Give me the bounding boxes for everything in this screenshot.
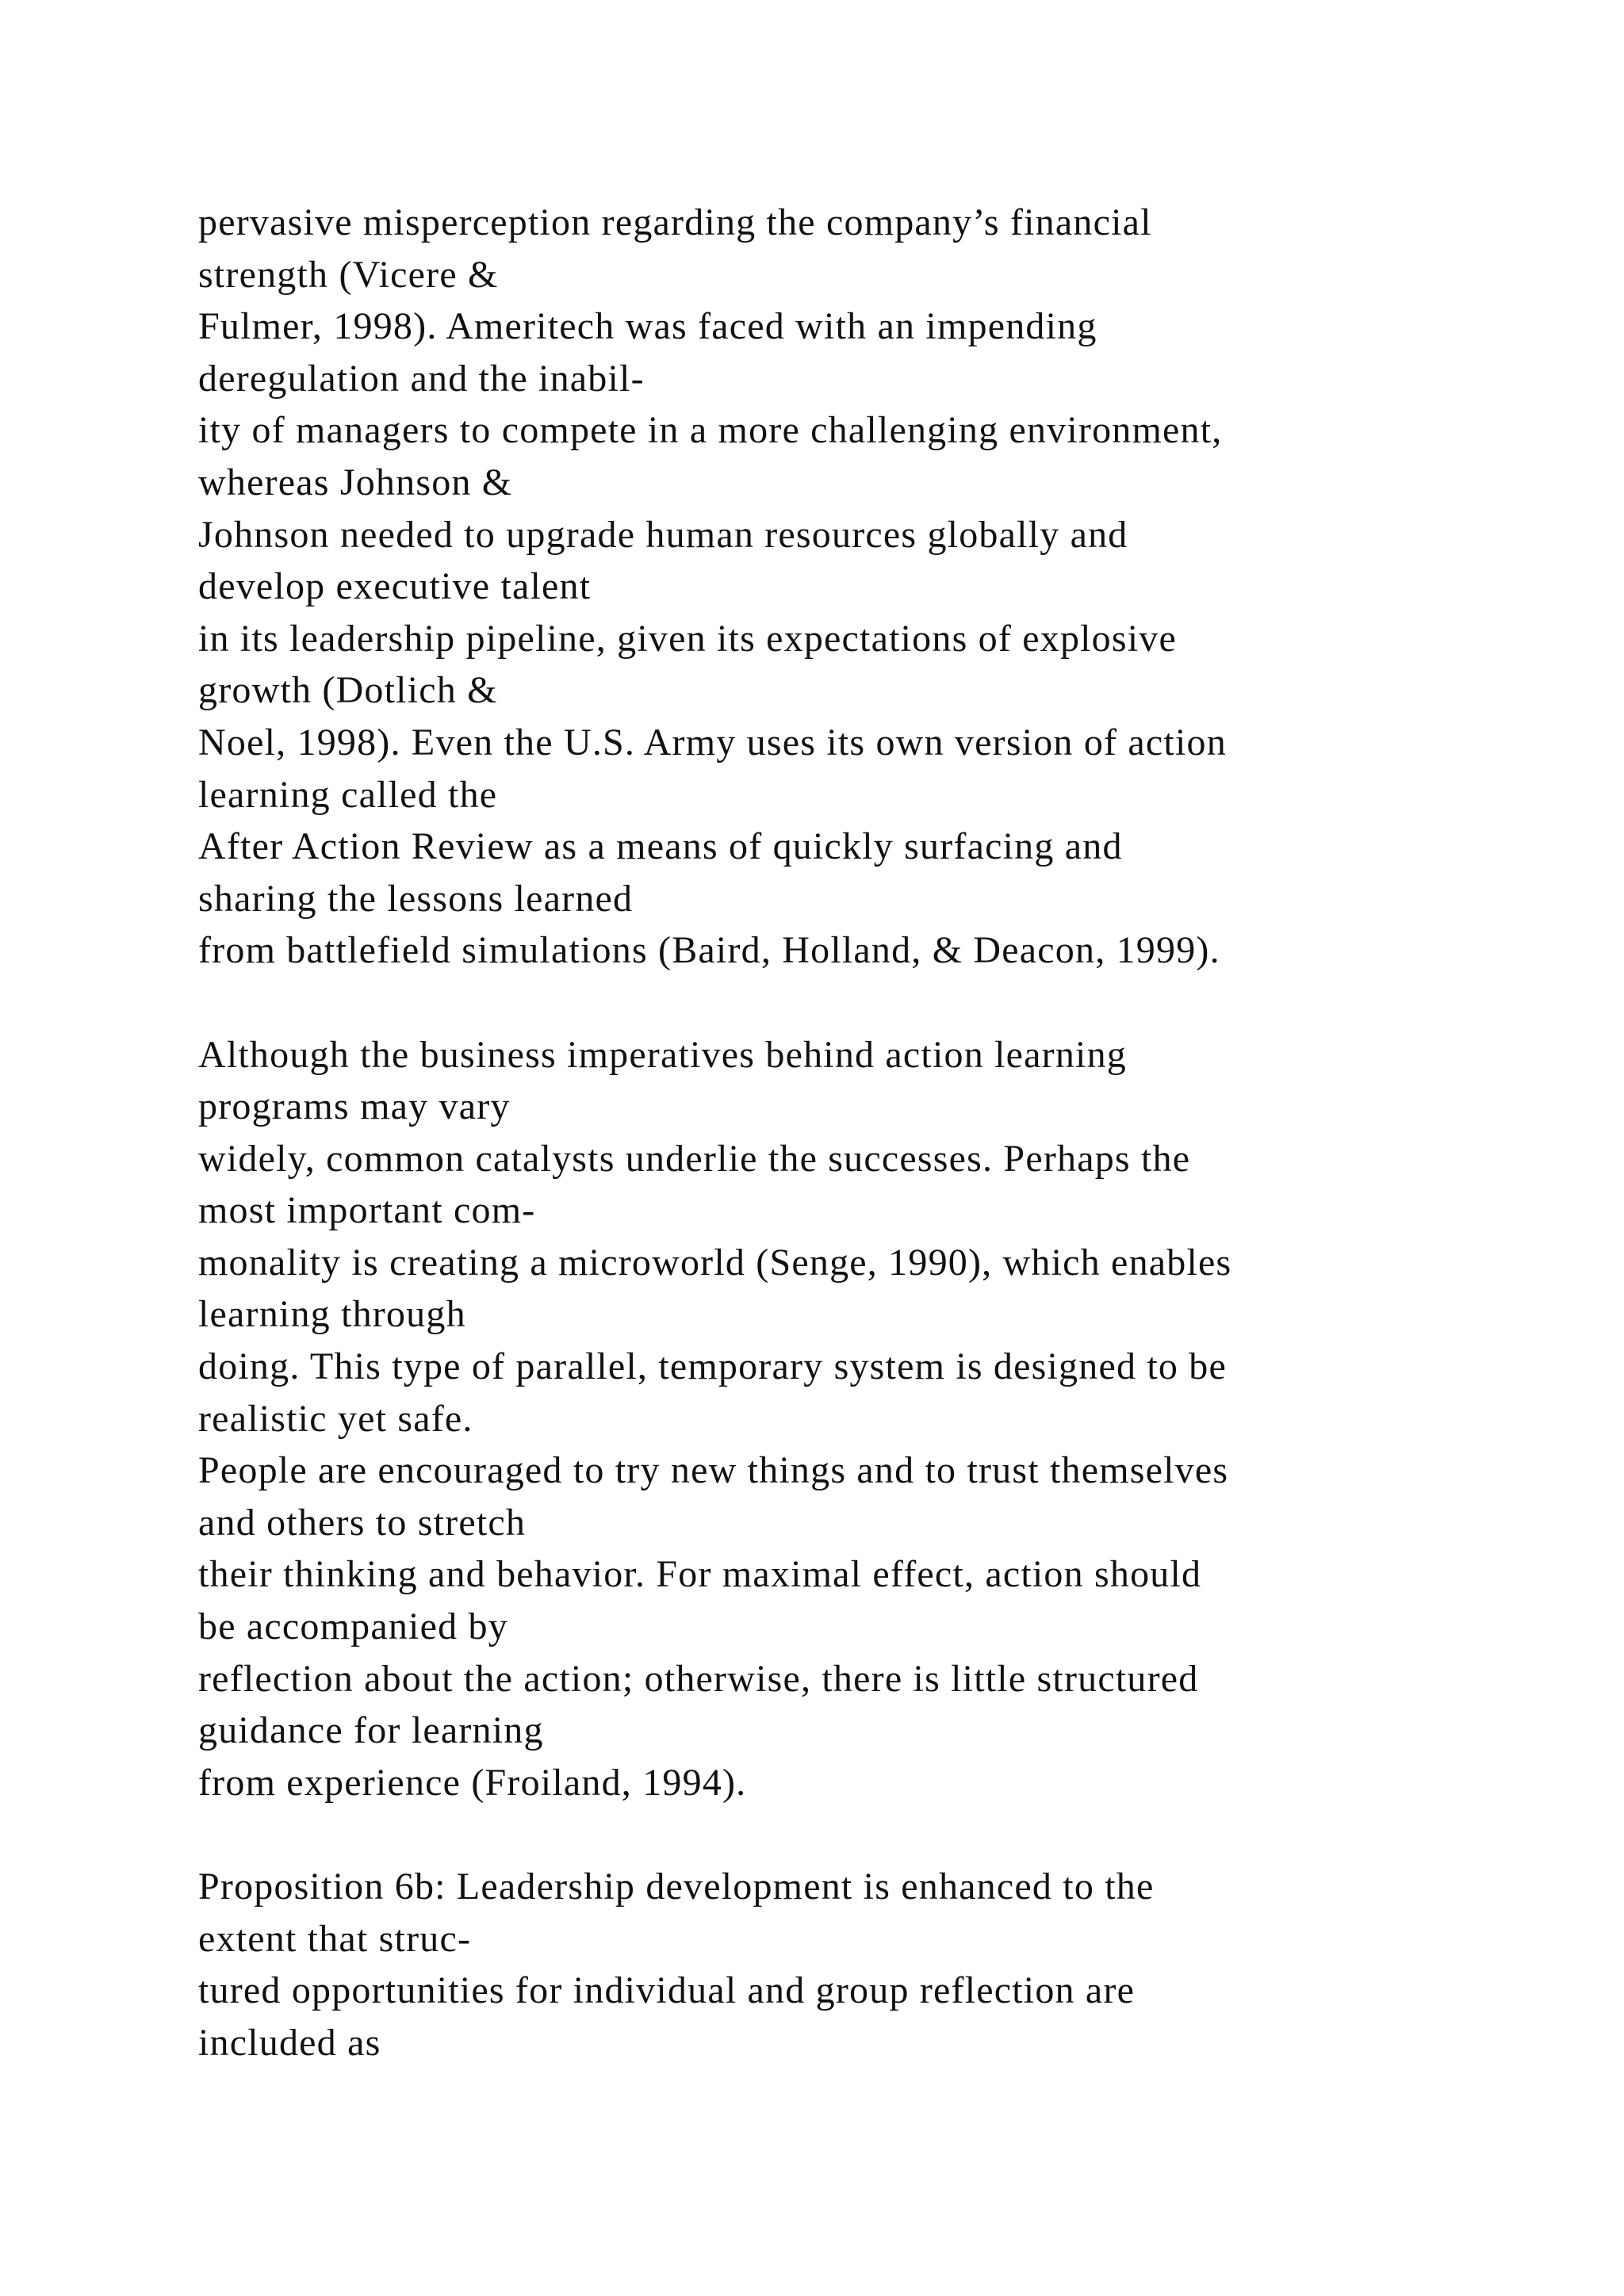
text-line: realistic yet safe. xyxy=(198,1397,473,1440)
text-line: learning called the xyxy=(198,773,498,816)
text-line: tured opportunities for individual and group reflection are xyxy=(198,1969,1136,2012)
text-line: People are encouraged to try new things and to trust themselves xyxy=(198,1449,1229,1492)
text-line: programs may vary xyxy=(198,1085,511,1128)
text-line: monality is creating a microworld (Senge, 1990), which enables xyxy=(198,1241,1232,1284)
text-line: reflection about the action; otherwise, there is little structured xyxy=(198,1657,1199,1700)
text-line: extent that struc- xyxy=(198,1917,472,1960)
text-line: and others to stretch xyxy=(198,1501,527,1544)
text-line: deregulation and the inabil- xyxy=(198,357,645,400)
text-line: their thinking and behavior. For maximal effect, action should xyxy=(198,1553,1202,1596)
document-body xyxy=(198,197,1594,2068)
text-line: from battlefield simulations (Baird, Holland, & Deacon, 1999). xyxy=(198,929,1220,972)
text-line: guidance for learning xyxy=(198,1709,544,1752)
text-line: be accompanied by xyxy=(198,1605,508,1648)
text-line: Noel, 1998). Even the U.S. Army uses its own version of action xyxy=(198,721,1227,763)
text-line: Fulmer, 1998). Ameritech was faced with an impending xyxy=(198,305,1097,348)
text-line: Although the business imperatives behind action learning xyxy=(198,1033,1127,1076)
text-line: from experience (Froiland, 1994). xyxy=(198,1761,747,1804)
text-line: strength (Vicere & xyxy=(198,253,499,296)
text-line: ity of managers to compete in a more challenging environment, xyxy=(198,409,1223,452)
paragraph-1 xyxy=(198,197,1594,977)
text-line: After Action Review as a means of quickly surfacing and xyxy=(198,825,1123,868)
text-line: whereas Johnson & xyxy=(198,461,513,503)
text-line: develop executive talent xyxy=(198,565,592,608)
paragraph-spacer xyxy=(198,1808,1594,1861)
text-line: most important com- xyxy=(198,1189,536,1232)
text-line: sharing the lessons learned xyxy=(198,877,634,920)
text-line: Johnson needed to upgrade human resources globally and xyxy=(198,513,1128,556)
text-line: widely, common catalysts underlie the successes. Perhaps the xyxy=(198,1137,1191,1180)
text-line: Proposition 6b: Leadership development is enhanced to the xyxy=(198,1866,1155,1908)
text-line: pervasive misperception regarding the company’s financial xyxy=(198,201,1152,243)
paragraph-2 xyxy=(198,1029,1594,1809)
text-line: included as xyxy=(198,2021,381,2064)
text-line: learning through xyxy=(198,1293,466,1336)
text-line: in its leadership pipeline, given its expectations of explosive xyxy=(198,617,1177,660)
paragraph-spacer xyxy=(198,977,1594,1029)
text-line: doing. This type of parallel, temporary system is designed to be xyxy=(198,1345,1228,1388)
text-line: growth (Dotlich & xyxy=(198,669,498,712)
paragraph-3 xyxy=(198,1861,1594,2068)
